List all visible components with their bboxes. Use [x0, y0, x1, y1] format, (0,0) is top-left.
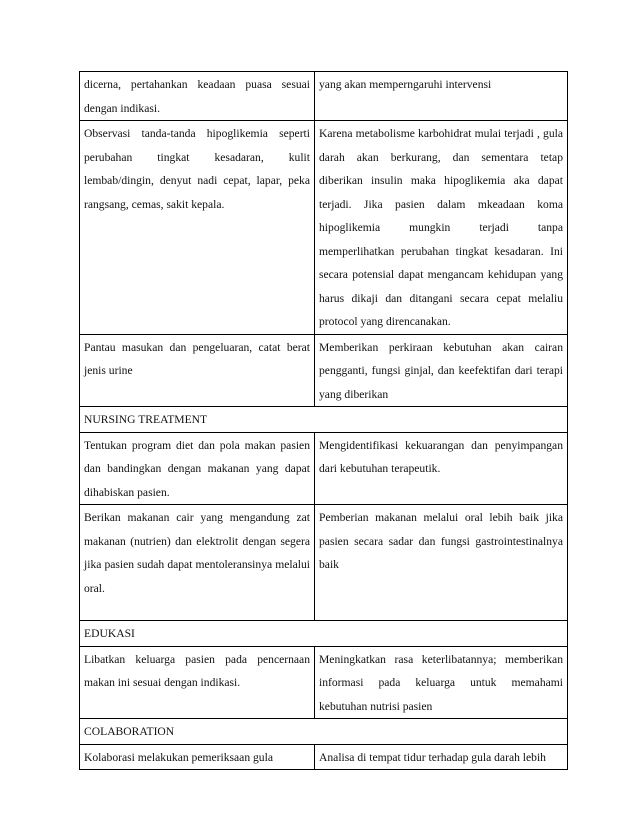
section-header-edukasi: EDUKASI: [80, 621, 568, 647]
rationale-cell: Analisa di tempat tidur terhadap gula darah lebih: [315, 744, 568, 770]
table-row: [80, 646, 568, 719]
intervention-cell: dicerna, pertahankan keadaan puasa sesuai dengan indikasi.: [80, 72, 315, 121]
rationale-cell: Meningkatkan rasa keterlibatannya; memberikan informasi pada keluarga untuk memahami kebutuhan nutrisi pasien: [315, 646, 568, 719]
intervention-cell: Kolaborasi melakukan pemeriksaan gula: [80, 744, 315, 770]
table-row: [80, 334, 568, 407]
rationale-cell: yang akan memperngaruhi intervensi: [315, 72, 568, 121]
table-row: [80, 72, 568, 121]
table-row: [80, 121, 568, 335]
intervention-cell: Tentukan program diet dan pola makan pasien dan bandingkan dengan makanan yang dapat dihabiskan pasien.: [80, 432, 315, 505]
intervention-cell: Berikan makanan cair yang mengandung zat makanan (nutrien) dan elektrolit dengan segera jika pasien sudah dapat mentoleransinya melalui oral.: [80, 505, 315, 621]
section-header-row: [80, 407, 568, 433]
rationale-cell: Mengidentifikasi kekuarangan dan penyimpangan dari kebutuhan terapeutik.: [315, 432, 568, 505]
table-row: [80, 744, 568, 770]
care-plan-table: [79, 71, 568, 770]
rationale-cell: Pemberian makanan melalui oral lebih baik jika pasien secara sadar dan fungsi gastrointestinalnya baik: [315, 505, 568, 621]
table-row: [80, 505, 568, 621]
intervention-cell: Observasi tanda-tanda hipoglikemia seperti perubahan tingkat kesadaran, kulit lembab/dingin, denyut nadi cepat, lapar, peka rangsang, cemas, sakit kepala.: [80, 121, 315, 335]
section-header-row: [80, 719, 568, 745]
intervention-cell: Libatkan keluarga pasien pada pencernaan makan ini sesuai dengan indikasi.: [80, 646, 315, 719]
table-row: [80, 432, 568, 505]
section-header-colaboration: COLABORATION: [80, 719, 568, 745]
rationale-cell: Memberikan perkiraan kebutuhan akan cairan pengganti, fungsi ginjal, dan keefektifan dari terapi yang diberikan: [315, 334, 568, 407]
section-header-nursing-treatment: NURSING TREATMENT: [80, 407, 568, 433]
intervention-cell: Pantau masukan dan pengeluaran, catat berat jenis urine: [80, 334, 315, 407]
rationale-cell: Karena metabolisme karbohidrat mulai terjadi , gula darah akan berkurang, dan sementara tetap diberikan insulin maka hipoglikemia aka dapat terjadi. Jika pasien dalam mkeadaan koma hipoglikemia mungkin terjadi tanpa memperlihatkan perubahan tingkat kesadaran. Ini secara potensial dapat mengancam kehidupan yang harus dikaji dan ditangani secara cepat melaliu protocol yang direncanakan.: [315, 121, 568, 335]
section-header-row: [80, 621, 568, 647]
